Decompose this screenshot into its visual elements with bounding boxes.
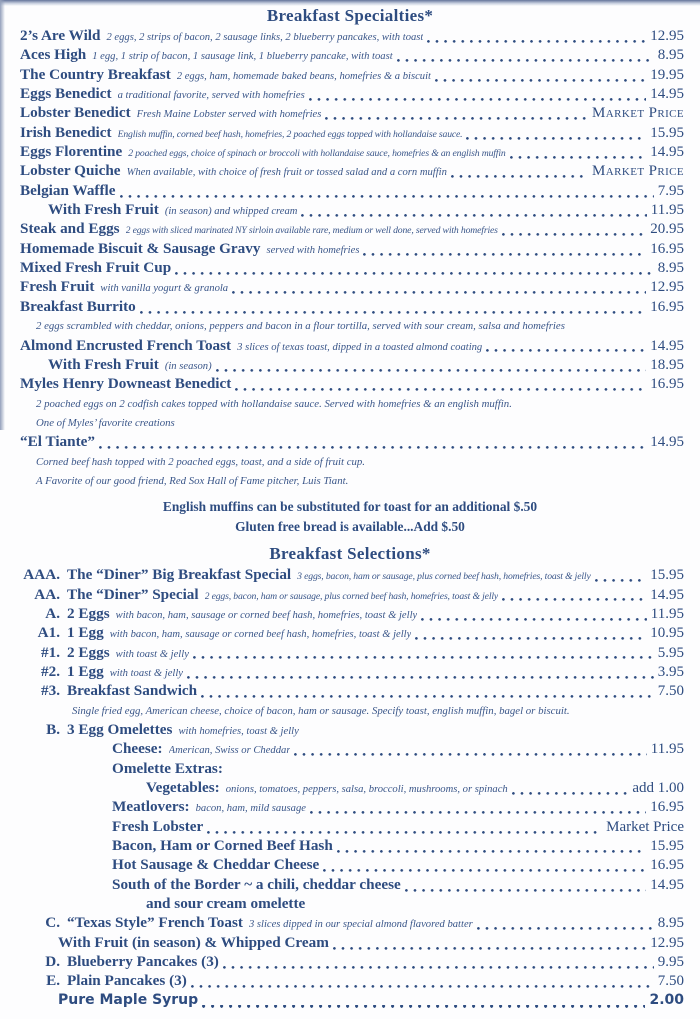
menu-item-row [0, 162, 700, 181]
item-price: 15.95 [650, 838, 684, 855]
item-name: With Fresh Fruit [48, 355, 159, 373]
item-price: 15.95 [650, 124, 684, 141]
item-desc: (in season) and whipped cream [164, 206, 298, 218]
item-desc: with vanilla yogurt & granola [100, 283, 229, 295]
item-name: 2 Eggs [67, 643, 110, 661]
dot-leader [310, 811, 646, 814]
menu-item-row [0, 972, 700, 991]
dot-leader [232, 291, 646, 294]
item-note: 2 eggs scrambled with cheddar, onions, peppers and bacon in a flour tortilla, served with sour cream, salsa and homefries [36, 320, 565, 333]
item-price: 15.95 [650, 567, 684, 584]
item-name: Cheese: [112, 740, 163, 758]
item-price: 9.95 [657, 954, 684, 971]
item-desc: Fresh Maine Lobster served with homefries [136, 109, 322, 121]
dot-leader [193, 656, 654, 659]
item-price: 12.95 [650, 279, 684, 296]
menu-item-row [0, 182, 700, 201]
item-price: 16.95 [650, 298, 684, 315]
dot-leader [595, 579, 647, 582]
menu-item-row [0, 837, 700, 856]
item-name: Almond Encrusted French Toast [20, 336, 232, 354]
item-price: 2.00 [649, 991, 684, 1008]
section-title-selections: Breakfast Selections* [269, 544, 431, 564]
dot-leader [451, 175, 588, 178]
item-price: 16.95 [650, 799, 684, 816]
dot-leader [120, 195, 654, 198]
dot-leader [175, 272, 654, 275]
menu-item-row [0, 934, 700, 953]
item-label: #1. [41, 643, 60, 661]
item-price: 7.50 [657, 683, 684, 700]
item-desc: American, Swiss or Cheddar [168, 745, 291, 757]
menu-item-row [0, 298, 700, 317]
item-name: 2’s Are Wild [20, 27, 101, 44]
item-name: Myles Henry Downeast Benedict [20, 375, 232, 393]
item-label: B. [46, 721, 60, 738]
item-note: A Favorite of our good friend, Red Sox Hall of Fame pitcher, Luis Tiant. [36, 474, 349, 487]
item-name: Lobster Quiche [20, 162, 121, 180]
item-desc: onions, tomatoes, peppers, salsa, broccoli, mushrooms, or spinach [225, 784, 508, 796]
dot-leader [202, 1005, 645, 1008]
item-name: Mixed Fresh Fruit Cup [20, 259, 172, 277]
dot-leader [415, 637, 646, 640]
menu-item-row [0, 818, 700, 837]
item-desc: 3 eggs, bacon, ham or sausage, plus corned beef hash, homefries, toast & jelly [297, 571, 591, 583]
dot-leader [363, 253, 646, 256]
item-name: Eggs Florentine [20, 143, 123, 161]
item-price: 10.95 [650, 625, 684, 642]
item-name: Blueberry Pancakes (3) [67, 953, 219, 971]
item-price: 14.95 [650, 876, 684, 893]
item-name: The “Diner” Special [67, 585, 199, 603]
item-desc: 2 eggs, ham, homemade baked beans, homefries & a biscuit [176, 70, 431, 82]
dot-leader [421, 618, 647, 621]
item-label: E. [46, 972, 60, 990]
item-desc: When available, with choice of fresh fruit or tossed salad and a corn muffin [126, 167, 447, 179]
menu-item-row [0, 644, 700, 663]
item-label: A1. [37, 624, 60, 642]
item-price: 8.95 [657, 915, 684, 932]
dot-leader [201, 695, 654, 698]
item-desc: 2 poached eggs, choice of spinach or broccoli with hollandaise sauce, homefries & an english muffin [128, 148, 506, 160]
item-name: Pure Maple Syrup [58, 991, 199, 1008]
item-desc: with toast & jelly [109, 667, 183, 679]
item-label: AA. [34, 585, 60, 603]
menu-item-row [0, 895, 700, 914]
item-name: Plain Pancakes (3) [67, 972, 187, 990]
dot-leader [486, 349, 646, 352]
item-price: add 1.00 [632, 780, 684, 797]
item-name: The “Diner” Big Breakfast Special [67, 566, 292, 584]
item-name: “Texas Style” French Toast [67, 914, 243, 932]
dot-leader [502, 233, 646, 236]
menu-item-row [0, 337, 700, 356]
menu-item-row [0, 259, 700, 278]
dot-leader [207, 831, 602, 834]
dot-leader [502, 598, 646, 601]
item-price: 11.95 [650, 202, 684, 219]
item-note: 2 poached eggs on 2 codfish cakes topped with hollandaise sauce. Served with homefries & an english muffin. [36, 397, 512, 410]
item-desc: bacon, ham, mild sausage [195, 803, 306, 815]
menu-item-row [0, 779, 700, 798]
item-price: 14.95 [650, 337, 684, 354]
menu-item-row [0, 220, 700, 239]
dot-leader [477, 927, 654, 930]
item-name: Meatlovers: [112, 798, 190, 816]
dot-leader [223, 966, 654, 969]
item-note: One of Myles’ favorite creations [36, 416, 175, 429]
menu-item-row [0, 124, 700, 143]
maple-syrup-row [0, 992, 700, 1011]
dot-leader [427, 40, 646, 43]
item-price: 11.95 [650, 741, 684, 758]
item-label: #2. [41, 662, 60, 680]
menu-item-row [0, 798, 700, 817]
menu-item-row [0, 856, 700, 875]
item-name: “El Tiante” [20, 433, 95, 451]
dot-leader [435, 79, 646, 82]
menu-item-row [0, 85, 700, 104]
menu-item-row [0, 240, 700, 259]
item-price: 20.95 [650, 221, 684, 238]
dot-leader [512, 792, 629, 795]
dot-leader [333, 947, 646, 950]
item-desc: (in season) [164, 360, 212, 372]
menu-item-row [0, 663, 700, 682]
dot-leader [337, 850, 646, 853]
item-name: 1 Egg [67, 624, 104, 642]
item-label: #3. [41, 682, 60, 700]
menu-item-row [0, 46, 700, 65]
item-name: The Country Breakfast [20, 65, 171, 83]
menu-item-row [0, 682, 700, 701]
menu-item-row [0, 605, 700, 624]
dot-leader [301, 214, 646, 217]
dot-leader [235, 388, 646, 391]
item-name: Omelette Extras: [112, 759, 223, 777]
menu-item-row [0, 278, 700, 297]
item-price: Market Price [606, 818, 684, 835]
menu-item-row [0, 201, 700, 220]
menu-item-row [0, 914, 700, 933]
item-name: With Fresh Fruit [48, 201, 159, 219]
menu-item-row [0, 876, 700, 895]
menu-item-row [0, 624, 700, 643]
menu-item-row [0, 104, 700, 123]
menu-item-row [0, 721, 700, 740]
item-price: 14.95 [650, 586, 684, 603]
dot-leader [466, 137, 646, 140]
item-name: Vegetables: [146, 779, 220, 797]
dot-leader [140, 311, 647, 314]
dot-leader [99, 446, 646, 449]
item-price: 14.95 [650, 144, 684, 161]
item-name: 2 Eggs [67, 604, 110, 622]
substitution-note: English muffins can be substituted for toast for an additional $.50 [162, 499, 538, 515]
item-desc: a traditional favorite, served with homefries [117, 90, 305, 102]
gluten-free-note: Gluten free bread is available...Add $.50 [235, 518, 465, 534]
item-desc: 1 egg, 1 strip of bacon, 1 sausage link, 1 blueberry pancake, with toast [92, 51, 393, 63]
item-name: Eggs Benedict [20, 85, 112, 103]
item-desc: 3 slices dipped in our special almond flavored batter [248, 919, 473, 931]
item-name: Breakfast Burrito [20, 297, 136, 315]
item-name: and sour cream omelette [146, 895, 306, 913]
menu-item-row [0, 143, 700, 162]
dot-leader [187, 676, 654, 679]
item-name: With Fruit (in season) & Whipped Cream [58, 933, 329, 951]
menu-item-row [0, 760, 700, 779]
item-price: Market Price [592, 163, 684, 180]
item-desc: with bacon, ham, sausage or corned beef hash, homefries, toast & jelly [115, 609, 418, 621]
item-price: 16.95 [650, 240, 684, 257]
menu-item-row [0, 566, 700, 585]
item-note: Corned beef hash topped with 2 poached eggs, toast, and a side of fruit cup. [36, 455, 365, 468]
item-name: Irish Benedict [20, 123, 112, 141]
item-price: 3.95 [657, 663, 684, 680]
item-price: 5.95 [657, 644, 684, 661]
item-desc: 2 eggs with sliced marinated NY sirloin available rare, medium or well done, served with homefries [125, 225, 498, 237]
item-price: 14.95 [650, 86, 684, 103]
item-desc: 3 slices of texas toast, dipped in a toasted almond coating [237, 341, 483, 353]
item-desc: with bacon, ham, sausage or corned beef hash, homefries, toast & jelly [109, 629, 412, 641]
dot-leader [510, 156, 647, 159]
item-name: Aces High [20, 46, 87, 64]
dot-leader [216, 369, 647, 372]
item-desc: 2 eggs, 2 strips of bacon, 2 sausage links, 2 blueberry pancakes, with toast [106, 32, 424, 43]
item-name: Steak and Eggs [20, 220, 120, 238]
item-desc: with homefries, toast & jelly [178, 726, 299, 737]
item-price: 7.50 [657, 973, 684, 990]
dot-leader [405, 889, 647, 892]
item-desc: served with homefries [266, 244, 360, 256]
menu-item-row [0, 356, 700, 375]
item-price: 12.95 [650, 934, 684, 951]
item-name: 1 Egg [67, 662, 104, 680]
menu-item-row [0, 66, 700, 85]
item-price: 16.95 [650, 857, 684, 874]
item-price: 8.95 [657, 47, 684, 64]
dot-leader [294, 753, 646, 756]
item-desc: with toast & jelly [115, 648, 189, 660]
dot-leader [191, 985, 654, 988]
item-name: Fresh Fruit [20, 278, 95, 296]
dot-leader [323, 869, 646, 872]
item-label: C. [45, 914, 60, 932]
item-price: 7.95 [657, 182, 684, 199]
menu-item-row [0, 740, 700, 759]
item-name: South of the Border ~ a chili, cheddar cheese [112, 875, 401, 893]
dot-leader [325, 117, 588, 120]
item-name: Lobster Benedict [20, 104, 131, 122]
item-label: AAA. [23, 566, 60, 584]
menu-item-row [0, 586, 700, 605]
item-desc: 2 eggs, bacon, ham or sausage, plus corned beef hash, homefries, toast & jelly [204, 590, 499, 602]
item-name: 3 Egg Omelettes [67, 721, 173, 738]
item-price: Market Price [592, 105, 684, 122]
item-note: Single fried egg, American cheese, choice of bacon, ham or sausage. Specify toast, english muffin, bagel or biscuit. [72, 704, 570, 717]
item-desc: English muffin, corned beef hash, homefries, 2 poached eggs topped with hollandaise sauce. [117, 128, 463, 140]
section-title-specialties: Breakfast Specialties* [266, 6, 434, 25]
item-name: Breakfast Sandwich [67, 682, 198, 700]
item-name: Homemade Biscuit & Sausage Gravy [20, 239, 261, 257]
menu-item-row [0, 375, 700, 394]
item-price: 18.95 [650, 356, 684, 373]
menu-item-row [0, 27, 700, 46]
item-name: Bacon, Ham or Corned Beef Hash [112, 837, 333, 855]
item-price: 12.95 [650, 28, 684, 44]
item-label: D. [45, 953, 60, 971]
item-name: Belgian Waffle [20, 181, 116, 199]
item-price: 8.95 [657, 260, 684, 277]
item-price: 14.95 [650, 434, 684, 451]
dot-leader [397, 59, 654, 62]
menu-item-row [0, 433, 700, 452]
item-price: 16.95 [650, 376, 684, 393]
item-price: 11.95 [650, 605, 684, 622]
item-label: A. [45, 604, 60, 622]
item-name: Hot Sausage & Cheddar Cheese [112, 856, 320, 874]
menu-item-row [0, 953, 700, 972]
dot-leader [309, 98, 647, 101]
item-name: Fresh Lobster [112, 817, 204, 835]
item-price: 19.95 [650, 66, 684, 83]
